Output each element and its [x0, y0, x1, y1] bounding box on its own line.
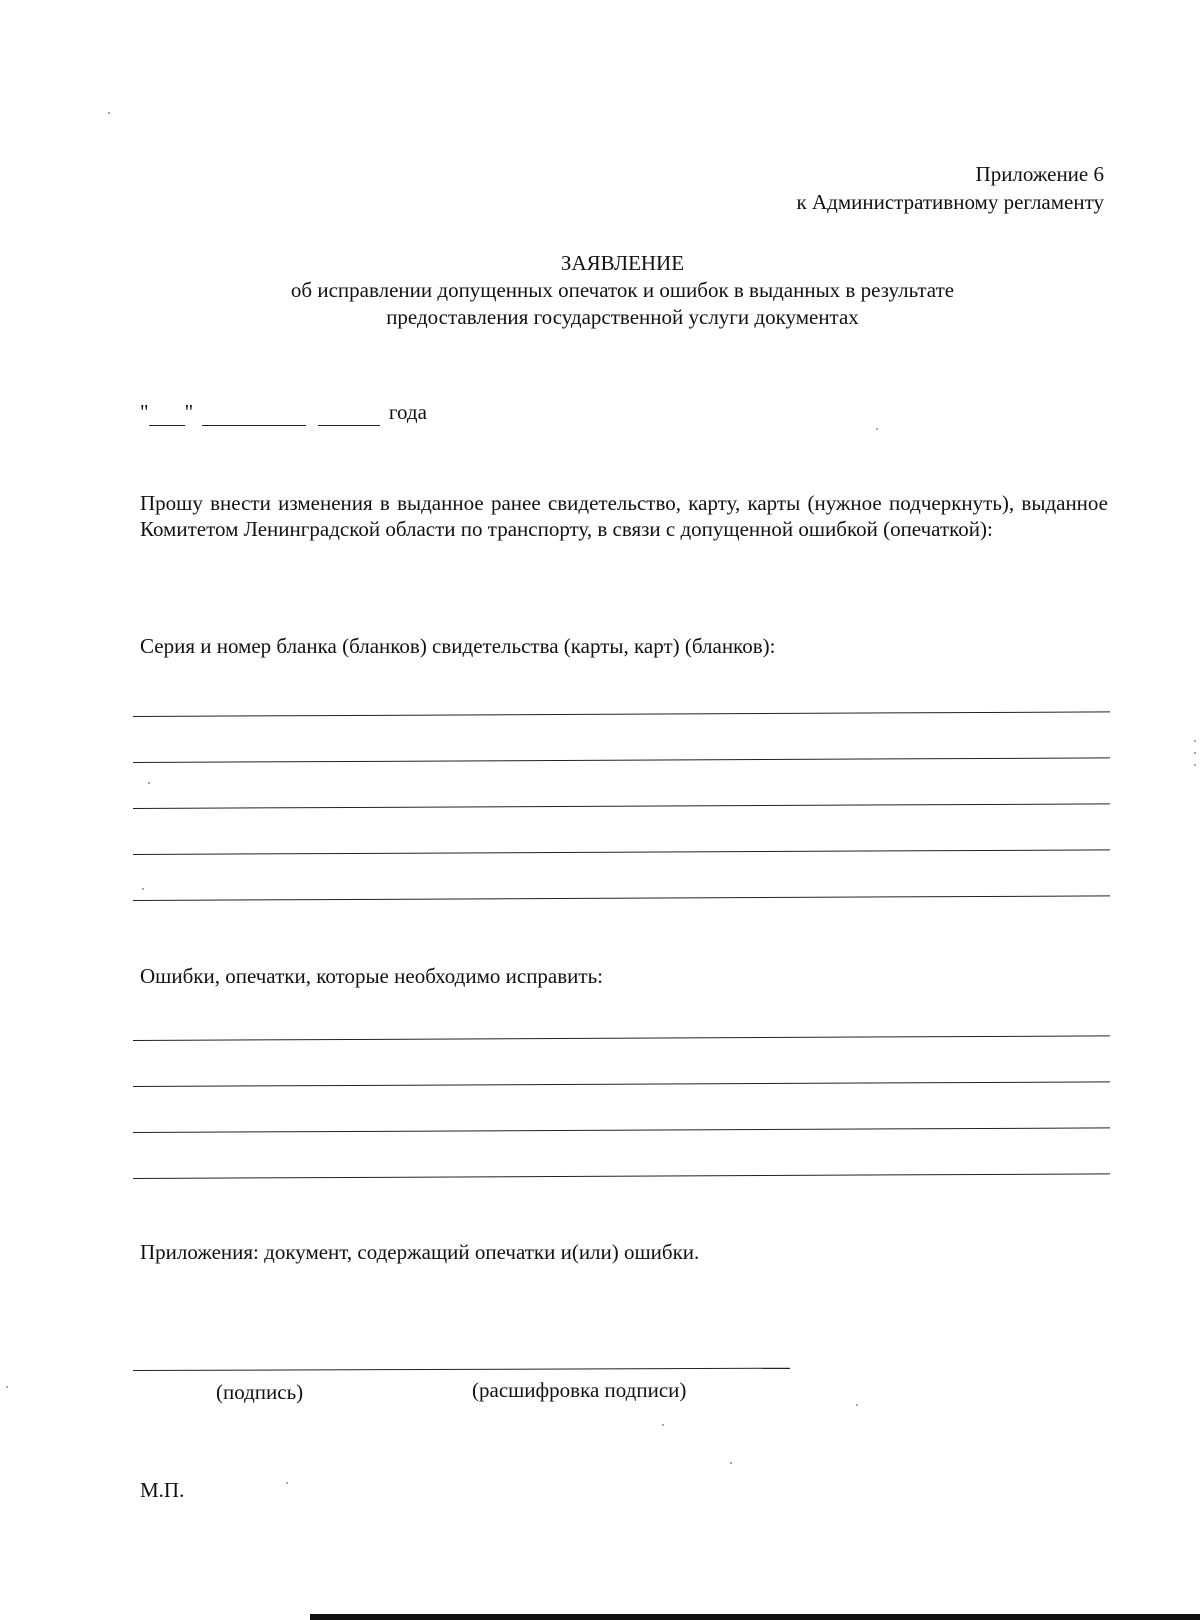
request-paragraph: Прошу внести изменения в выданное ранее свидетельство, карту, карты (нужное подчеркнуть), выданное Комитетом Ленинградской области по транспорту, в связи с допущенной ошибкой (опечаткой):	[140, 491, 1108, 541]
day-blank[interactable]	[149, 400, 185, 426]
signature-label: (подпись)	[216, 1380, 304, 1404]
year-blank[interactable]	[318, 400, 380, 426]
appendix-number: Приложение 6	[975, 162, 1104, 186]
series-fill-line-5[interactable]	[133, 895, 1110, 901]
errors-fill-line-4[interactable]	[133, 1173, 1110, 1179]
month-blank[interactable]	[202, 400, 306, 426]
scan-speck	[148, 782, 150, 784]
scan-speck	[1194, 764, 1196, 766]
scan-speck	[142, 888, 144, 890]
errors-label: Ошибки, опечатки, которые необходимо исправить:	[140, 964, 603, 988]
scan-speck	[876, 428, 878, 430]
scan-speck	[108, 112, 110, 114]
series-label: Серия и номер бланка (бланков) свидетельства (карты, карт) (бланков):	[140, 634, 776, 658]
errors-fill-line-3[interactable]	[133, 1127, 1110, 1133]
appendix-block	[797, 160, 1104, 216]
signature-line[interactable]	[133, 1368, 790, 1371]
errors-fill-line-1[interactable]	[133, 1035, 1110, 1041]
scan-speck	[1194, 740, 1196, 742]
appendix-reference: к Административному регламенту	[796, 190, 1104, 214]
signature-decode-label: (расшифровка подписи)	[472, 1378, 687, 1402]
document-title: ЗАЯВЛЕНИЕ	[560, 251, 685, 275]
scan-speck	[6, 1386, 8, 1388]
scan-speck	[662, 1424, 664, 1426]
stamp-place-label: М.П.	[140, 1478, 185, 1502]
scan-speck	[1194, 752, 1196, 754]
year-word: года	[388, 400, 427, 424]
series-fill-line-2[interactable]	[133, 757, 1110, 763]
errors-fill-line-2[interactable]	[133, 1081, 1110, 1087]
document-subtitle-line2: предоставления государственной услуги документах	[386, 305, 859, 329]
scan-speck	[856, 1404, 858, 1406]
series-fill-line-4[interactable]	[133, 849, 1110, 855]
scan-edge-bar	[310, 1614, 1200, 1620]
date-quote-open: "	[140, 400, 149, 424]
date-line	[140, 400, 427, 426]
scan-speck	[730, 1462, 732, 1464]
attachments-text: Приложения: документ, содержащий опечатки и(или) ошибки.	[140, 1240, 700, 1264]
scan-speck	[286, 1482, 288, 1484]
document-subtitle-line1: об исправлении допущенных опечаток и ошибок в выданных в результате	[290, 278, 955, 302]
date-quote-close: "	[184, 400, 194, 424]
title-block	[140, 250, 1105, 331]
series-fill-line-1[interactable]	[133, 711, 1110, 717]
series-fill-line-3[interactable]	[133, 803, 1110, 809]
